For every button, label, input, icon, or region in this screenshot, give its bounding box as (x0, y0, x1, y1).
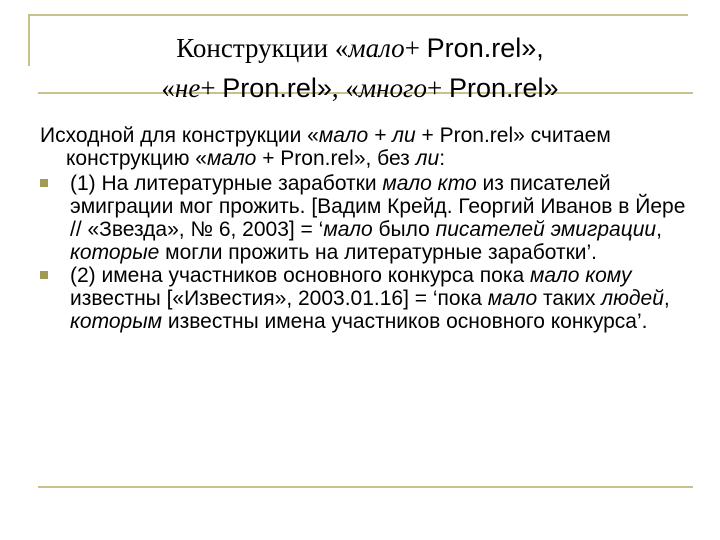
slide-body (40, 124, 690, 333)
bullet-item-1 (40, 172, 690, 264)
text: (2) имена участников основного конкурса пока (70, 264, 531, 287)
text: было (372, 218, 436, 241)
text: из писателей эмиграции мог прожить. [Вадим Крейд. Георгий Иванов в Йере // «Звезда», № 6, 2003] = ‘ (70, 172, 686, 241)
italic-text: которым (70, 310, 163, 333)
bottom-line (38, 486, 693, 488)
text: : (439, 147, 446, 170)
italic-text: мало (323, 218, 373, 241)
italic-text: людей (601, 287, 664, 310)
title-text: Конструкции « (176, 33, 349, 63)
title-text: + (427, 73, 450, 103)
title-italic: мало (348, 33, 405, 63)
text: (1) На литературные заработки (70, 172, 383, 195)
bullet-item-2 (40, 264, 690, 333)
title-pron: Pron.rel» (222, 73, 332, 103)
italic-text: писателей эмиграции (435, 218, 657, 241)
text: известны имена участников основного конкурса’. (162, 310, 648, 333)
title-text: , « (331, 73, 359, 103)
decorative-top-line (28, 14, 688, 16)
intro-paragraph (40, 124, 690, 170)
square-bullet-icon (40, 179, 48, 187)
title-line-2 (40, 68, 680, 108)
square-bullet-icon (40, 271, 48, 279)
italic-text: мало (206, 147, 257, 170)
title-text: « (161, 73, 175, 103)
title-line-1 (40, 28, 680, 68)
text: , (656, 218, 662, 241)
italic-text: мало (487, 287, 538, 310)
title-italic: много (358, 73, 428, 103)
text: известны [«Известия», 2003.01.16] = ‘пока (70, 287, 488, 310)
italic-text: мало кто (382, 172, 477, 195)
decorative-vertical-line (28, 14, 30, 66)
slide-title (40, 28, 680, 108)
text: могли прожить на литературные заработки’. (159, 241, 597, 264)
text: таких (537, 287, 602, 310)
italic-text: которые (70, 241, 160, 264)
text: + Pron.rel», без (256, 147, 416, 170)
text: Исходной для конструкции « (40, 124, 319, 147)
italic-text: ли (415, 147, 440, 170)
italic-text: мало + ли (318, 124, 416, 147)
title-italic: не (174, 73, 201, 103)
text: + Pron.rel» считаем конструкцию « (66, 124, 611, 170)
title-text: + (404, 33, 427, 63)
title-text: + (200, 73, 223, 103)
title-pron: Pron.rel» (449, 73, 559, 103)
italic-text: мало кому (530, 264, 632, 287)
text: , (663, 287, 670, 310)
title-pron: Pron.rel», (426, 33, 544, 63)
